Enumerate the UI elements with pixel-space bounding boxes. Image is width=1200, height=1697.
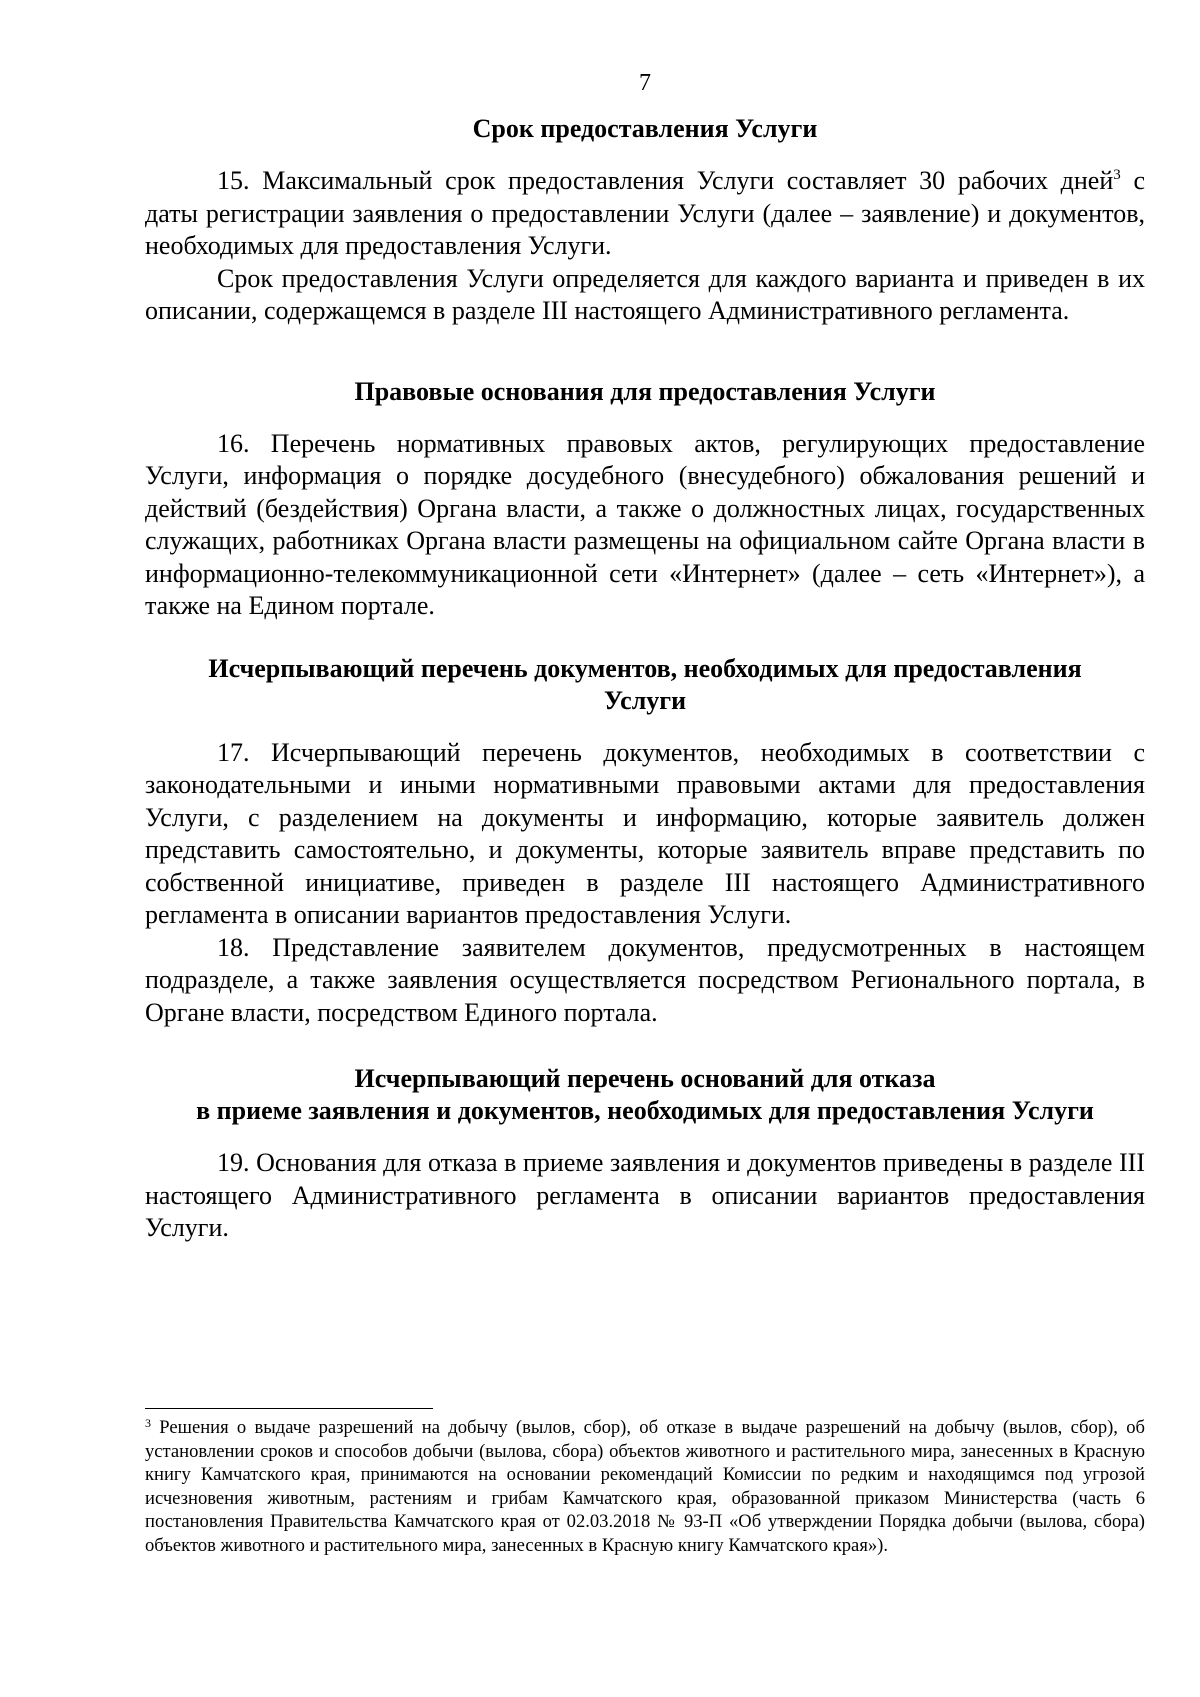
section-document-list [145,653,1145,1030]
section-service-term [145,113,1145,328]
paragraph-15-continuation: Срок предоставления Услуги определяется для каждого варианта и приведен в их описании, содержащемся в разделе III настоящего Административного регламента. [145,263,1145,325]
section-title-line-1: Исчерпывающий перечень документов, необходимых для предоставления [208,653,1082,683]
section-legal-grounds [145,376,1145,623]
section-title: Правовые основания для предоставления Услуги [354,376,936,406]
document-body [145,113,1145,1245]
paragraph-19: 19. Основания для отказа в приеме заявления и документов приведены в разделе III настоящего Административного регламента в описании вариантов предоставления Услуги. [145,1148,1145,1242]
section-title-line-2: Услуги [603,685,687,715]
paragraph-18: 18. Представление заявителем документов, предусмотренных в настоящем подразделе, а также заявления осуществляется посредством Регионального портала, в Органе власти, посредством Единого портала. [145,932,1145,1027]
page-number: 7 [639,70,651,96]
paragraph-15-text-b: с даты регистрации заявления о предоставлении Услуги (далее – заявление) и документов, необходимых для предоставления Услуги. [145,166,1146,260]
paragraph-15 [145,165,1145,263]
footnote-separator [145,1408,433,1409]
section-title [145,1063,1145,1127]
section-title-line-2: в приеме заявления и документов, необходимых для предоставления Услуги [196,1096,1094,1125]
section-title-line-1: Исчерпывающий перечень оснований для отказа [354,1064,936,1093]
section-refusal-grounds [145,1063,1145,1245]
document-page [145,0,1145,1697]
section-title [145,653,1145,717]
footnote-reference: 3 [1113,167,1121,183]
footnote [145,1416,1145,1557]
footnote-marker: 3 [145,1416,151,1430]
paragraph-16: 16. Перечень нормативных правовых актов, регулирующих предоставление Услуги, информация о порядке досудебного (внесудебного) обжалования решений и действий (бездействия) Органа власти, а также о должностных лицах, государственных служащих, работниках Органа власти размещены на официальном сайте Органа власти в информационно-телекоммуникационной сети «Интернет» (далее – сеть «Интернет»), а также на Едином портале. [145,428,1145,620]
section-title: Срок предоставления Услуги [472,114,818,143]
paragraph-15-text-a: 15. Максимальный срок предоставления Услуги составляет 30 рабочих дней [217,166,1114,195]
footnote-text: Решения о выдаче разрешений на добычу (вылов, сбор), об отказе в выдаче разрешений на добычу (вылов, сбор), об установлении сроков и способов добычи (вылова, сбора) объектов животного и растительного мира, занесенных в Красную книгу Камчатского края, принимаются на основании рекомендаций Комиссии по редким и находящимся под угрозой исчезновения животным, растениям и грибам Камчатского края, образованной приказом Министерства (часть 6 постановления Правительства Камчатского края от 02.03.2018 № 93-П «Об утверждении Порядка добычи (вылова, сбора) объектов животного и растительного мира, занесенных в Красную книгу Камчатского края»). [145,1417,1145,1556]
paragraph-17: 17. Исчерпывающий перечень документов, необходимых в соответствии с законодательными и иными нормативными правовыми актами для предоставления Услуги, с разделением на документы и информацию, которые заявитель должен представить самостоятельно, и документы, которые заявитель вправе представить по собственной инициативе, приведен в разделе III настоящего Административного регламента в описании вариантов предоставления Услуги. [145,737,1145,929]
